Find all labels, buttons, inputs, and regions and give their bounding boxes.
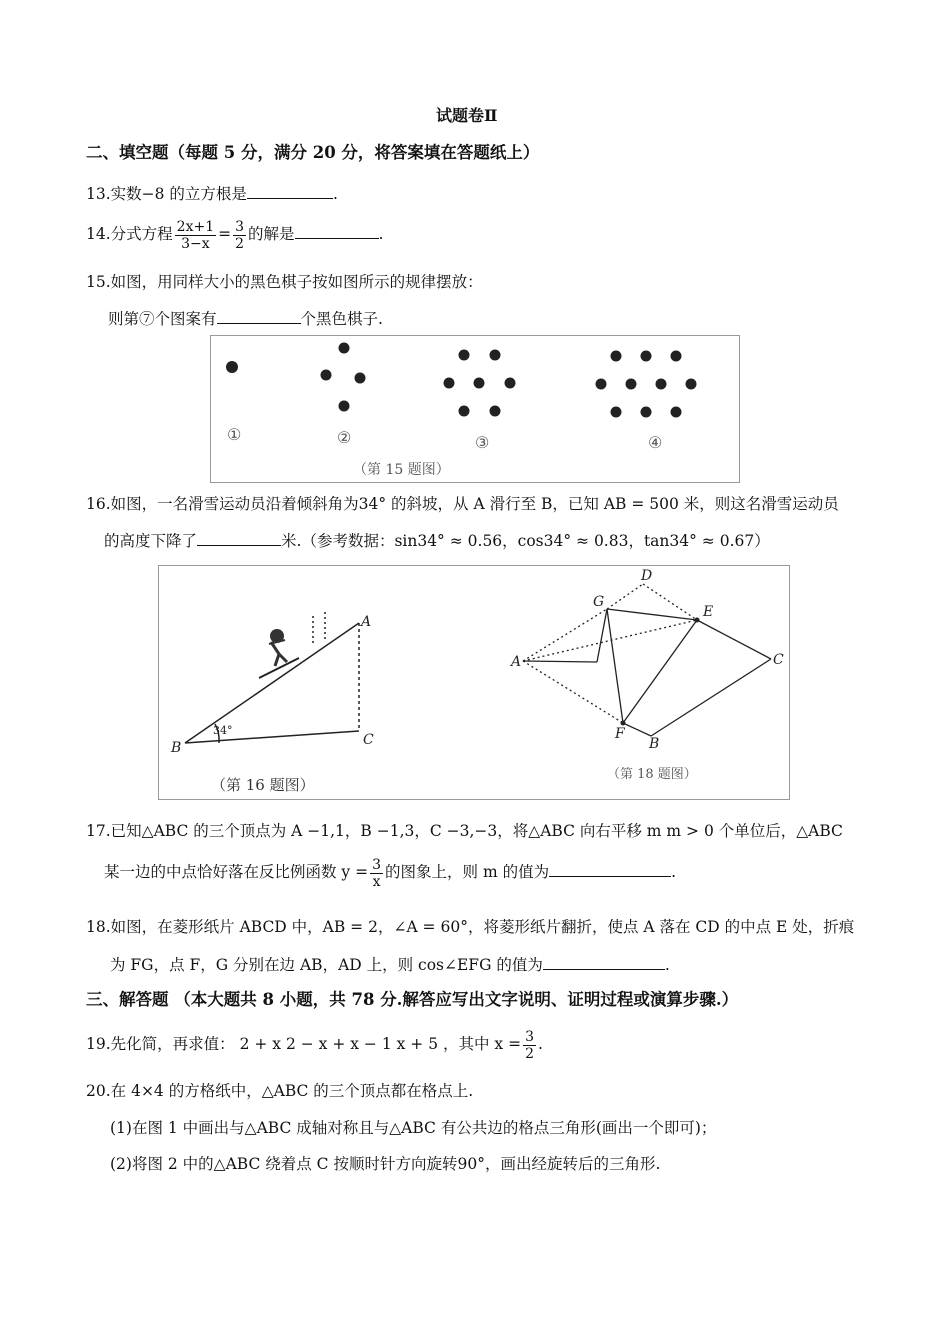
fig18-label-e: E <box>703 604 714 620</box>
question-14 <box>86 216 383 252</box>
fig16-label-c: C <box>363 732 374 748</box>
stone <box>505 378 516 389</box>
base-line <box>185 731 359 743</box>
edge-a-mid <box>523 661 597 662</box>
fold-dotted-ag <box>523 609 607 661</box>
q13-end: . <box>332 185 338 203</box>
question-19 <box>86 1026 543 1062</box>
edge-ec <box>697 620 771 659</box>
fig15-caption: （第 15 题图） <box>353 462 450 478</box>
q14-prefix: 14.分式方程 <box>86 225 173 243</box>
q13-answer-blank <box>247 184 333 199</box>
stone <box>671 407 682 418</box>
question-20-part1: (1)在图 1 中画出与△ABC 成轴对称且与△ABC 有公共边的格点三角形(画出一个即可)； <box>110 1119 717 1137</box>
section-2-heading: 二、填空题（每题 5 分，满分 20 分，将答案填在答题纸上） <box>86 143 540 162</box>
q14-fraction-left <box>175 219 216 252</box>
crease-gf <box>607 609 623 723</box>
stone <box>339 343 350 354</box>
q18-end: . <box>664 956 670 974</box>
fig18-label-c: C <box>773 652 784 668</box>
stone <box>671 351 682 362</box>
q14-frac1-num: 2x+1 <box>176 218 215 235</box>
q17-end: . <box>671 863 677 881</box>
fig18-label-d: D <box>641 568 653 584</box>
fold-dotted-af <box>523 661 623 723</box>
q14-end: . <box>378 225 384 243</box>
fig18-label-b: B <box>649 736 660 752</box>
stone <box>226 361 238 373</box>
q14-frac2-den: 2 <box>235 235 245 252</box>
q17-line2-pre: 某一边的中点恰好落在反比例函数 y = <box>104 863 369 881</box>
stone <box>474 378 485 389</box>
q13-text: 13.实数−8 的立方根是 <box>86 185 247 203</box>
question-18-line1: 18.如图，在菱形纸片 ABCD 中，AB = 2，∠A = 60°，将菱形纸片翻折，使点 A 落在 CD 的中点 E 处，折痕 <box>86 918 855 936</box>
skier-icon <box>259 629 299 678</box>
q18-line2-pre: 为 FG，点 F，G 分别在边 AB，AD 上，则 cos∠EFG 的值为 <box>110 956 543 974</box>
fig18-label-a: A <box>511 654 522 670</box>
question-16-line1: 16.如图，一名滑雪运动员沿着倾斜角为34° 的斜坡，从 A 滑行至 B，已知 AB = 500 米，则这名滑雪运动员 <box>86 495 839 513</box>
edge-g-mid <box>597 609 607 662</box>
question-20-part2: (2)将图 2 中的△ABC 绕着点 C 按顺时针方向旋转90°，画出经旋转后的三角形. <box>110 1155 661 1173</box>
q19-fraction <box>523 1029 536 1062</box>
stone <box>596 379 607 390</box>
stone <box>459 350 470 361</box>
q14-equals: = <box>218 225 232 243</box>
question-15-line2 <box>108 309 383 329</box>
q18-answer-blank <box>543 955 665 970</box>
q15-line2-pre: 则第⑦个图案有 <box>108 310 217 328</box>
page-title: 试题卷Ⅱ <box>436 106 498 125</box>
figure-16-18 <box>158 565 790 800</box>
question-16-line2 <box>104 531 770 551</box>
question-18-line2 <box>110 955 670 975</box>
edge-bf <box>623 723 651 736</box>
stone <box>611 407 622 418</box>
stone <box>656 379 667 390</box>
fig15-label-1: ① <box>227 425 242 444</box>
stone <box>611 351 622 362</box>
fig16-angle-label: 34° <box>213 724 233 737</box>
fig16-label-b: B <box>171 740 182 756</box>
stone <box>626 379 637 390</box>
q19-frac-num: 3 <box>525 1028 534 1045</box>
stone <box>686 379 697 390</box>
fig18-label-f: F <box>615 726 625 742</box>
stone <box>459 406 470 417</box>
q14-frac1-den: 3−x <box>181 235 210 252</box>
stone <box>490 350 501 361</box>
q14-fraction-right <box>233 219 246 252</box>
figure-16-18-svg <box>159 566 789 799</box>
fold-dotted-gd <box>607 584 643 609</box>
q19-frac-den: 2 <box>525 1045 534 1062</box>
question-15-line1: 15.如图，用同样大小的黑色棋子按如图所示的规律摆放： <box>86 273 483 291</box>
fig15-label-2: ② <box>337 428 352 447</box>
question-17-line1: 17.已知△ABC 的三个顶点为 A −1,1，B −1,3，C −3,−3，将△ABC 向右平移 m m > 0 个单位后，△ABC <box>86 822 843 840</box>
stone <box>355 373 366 384</box>
q15-answer-blank <box>217 309 301 324</box>
section-3-heading: 三、解答题 （本大题共 8 小题，共 78 分.解答应写出文字说明、证明过程或演算步骤.） <box>86 990 739 1009</box>
edge-ge <box>607 609 697 620</box>
stone <box>339 401 350 412</box>
fig16-caption: （第 16 题图） <box>211 776 315 794</box>
q19-end: . <box>537 1035 543 1053</box>
q17-answer-blank <box>549 862 671 877</box>
fig15-label-3: ③ <box>475 433 490 452</box>
stone <box>490 406 501 417</box>
point-f-dot <box>621 721 626 726</box>
q19-text: 19.先化简，再求值： 2 + x 2 − x + x − 1 x + 5 ，其中 x = <box>86 1035 522 1053</box>
edge-cb <box>651 659 771 736</box>
q15-line2-post: 个黑色棋子. <box>300 310 383 328</box>
slope-line <box>185 623 359 743</box>
fig18-caption: （第 18 题图） <box>607 767 697 782</box>
fig18-label-g: G <box>593 594 605 610</box>
question-17-line2 <box>104 854 676 890</box>
q14-answer-blank <box>295 224 379 239</box>
q17-frac-den: x <box>372 873 381 890</box>
question-13 <box>86 184 338 204</box>
q17-fraction <box>370 857 383 890</box>
point-e-dot <box>695 618 700 623</box>
q17-line2-post: 的图象上，则 m 的值为 <box>385 863 550 881</box>
stone <box>444 378 455 389</box>
fig15-label-4: ④ <box>648 433 663 452</box>
q16-line2-pre: 的高度下降了 <box>104 532 198 550</box>
stone <box>641 351 652 362</box>
q14-suffix: 的解是 <box>248 225 295 243</box>
figure-15 <box>210 335 740 483</box>
q14-frac2-num: 3 <box>235 218 245 235</box>
q16-line2-post: 米.（参考数据：sin34° ≈ 0.56，cos34° ≈ 0.83，tan34° ≈ 0.67） <box>281 532 770 550</box>
figure-15-svg <box>211 336 739 482</box>
stone <box>321 370 332 381</box>
question-20-line1: 20.在 4×4 的方格纸中，△ABC 的三个顶点都在格点上. <box>86 1082 474 1100</box>
stone <box>641 407 652 418</box>
q17-frac-num: 3 <box>372 856 382 873</box>
edge-ef <box>623 620 697 723</box>
fig16-label-a: A <box>361 614 372 630</box>
q16-answer-blank <box>197 531 281 546</box>
